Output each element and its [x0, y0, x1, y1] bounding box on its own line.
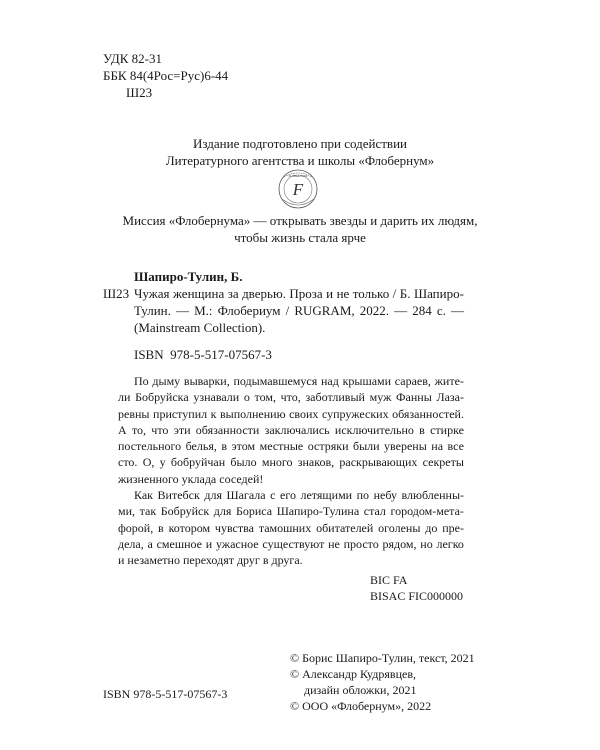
mission-line-1: Миссия «Флобернума» — открывать звезды и дарить их людям,	[122, 213, 478, 228]
bib-line-2-word: с.	[436, 303, 446, 318]
annotation-line-word: заботливый	[305, 390, 365, 405]
annotation-line-word: ревны	[118, 406, 150, 421]
annotation-line-word: бобруйчан	[170, 455, 226, 470]
annotation-line-word: о	[243, 390, 250, 405]
author-mark: Ш23	[126, 85, 153, 100]
isbn-bottom: ISBN 978-5-517-07567-3	[103, 687, 228, 701]
annotation-line-word: что	[151, 422, 169, 437]
bib-line-1-word: Проза	[289, 286, 323, 301]
annotation-line-word: исключительно	[334, 422, 414, 437]
annotation-line-word: было	[230, 455, 257, 470]
annotation-line-word: сто.	[118, 455, 138, 470]
mission-statement	[0, 212, 600, 246]
annotation-line-word: постельного	[118, 439, 182, 454]
bib-author-mark: Ш23	[103, 286, 130, 301]
bib-line-2-word: /	[285, 303, 290, 318]
bib-line-2-word: —	[394, 303, 408, 318]
annotation-line-word: Лаза-	[436, 390, 464, 405]
annotation-line-word: Фанны	[396, 390, 432, 405]
annotation-line-word: с	[270, 488, 276, 503]
annotation-line-word: для	[213, 504, 232, 519]
annotation-line-word: ужасное	[215, 536, 259, 551]
flobernum-logo-icon	[268, 165, 328, 213]
annotation-line-word: что,	[280, 390, 301, 405]
annotation-line-word: обязанности	[195, 422, 260, 437]
annotation-line	[118, 406, 464, 422]
support-line-2: Литературного агентства и школы «Флобернум»	[165, 153, 435, 168]
annotation-line-word: Витебск	[157, 488, 200, 503]
annotation-line-word: у	[159, 455, 166, 470]
annotation-line-word: влюбленны-	[401, 488, 464, 503]
bib-line-2-word: Тулин.	[134, 303, 171, 318]
annotation-line-word: были	[352, 439, 380, 454]
bib-line-2-word: 284	[412, 303, 432, 318]
annotation-line-word: раскрывающих	[339, 455, 418, 470]
logo-letter: F	[292, 180, 304, 199]
annotation-line-word: Шагала	[226, 488, 266, 503]
bib-author: Шапиро-Тулин, Б.	[134, 269, 243, 284]
bib-line-1-word: и	[326, 286, 334, 301]
annotation-line-word: узнавали	[193, 390, 240, 405]
copyright-line-3: дизайн обложки, 2021	[304, 683, 417, 697]
annotation-line-word: стирке	[430, 422, 464, 437]
support-note	[0, 135, 600, 169]
bib-line-1-word: Шапиро-	[413, 286, 464, 301]
annotation-line	[118, 422, 464, 438]
support-line-1: Издание подготовлено при содействии	[193, 136, 407, 151]
annotation-line-word: оголены	[378, 520, 421, 535]
annotation-line-word: А	[118, 422, 127, 437]
annotation-line-word: обязанностей.	[392, 406, 464, 421]
annotation-line-word: Шапиро-Тулина	[276, 504, 360, 519]
annotation-line	[118, 487, 464, 503]
annotation-line-word: местные	[259, 439, 304, 454]
copyright-line-1: © Борис Шапиро-Тулин, текст, 2021	[290, 651, 475, 665]
annotation-line-word: супружеских	[321, 406, 389, 421]
copyright-line-4: © ООО «Флобернум», 2022	[290, 699, 432, 713]
annotation-line-word: секреты	[422, 455, 464, 470]
bib-line-3: (Mainstream Collection).	[134, 320, 266, 335]
bib-line-1-word: только	[352, 286, 390, 301]
bib-line-1-word: Б.	[399, 286, 411, 301]
annotation-line-word: в	[419, 422, 425, 437]
annotation-line-word: все	[447, 439, 464, 454]
annotation-line-word: тамошних	[258, 520, 312, 535]
annotation-line-word: дыму	[152, 374, 181, 388]
annotation-line-word: сараев,	[394, 374, 431, 388]
bib-line-2	[134, 302, 464, 319]
annotation-line	[118, 438, 464, 454]
annotation-line-word: выварки,	[183, 374, 230, 388]
udk-code: УДК 82-31	[103, 51, 163, 66]
annotation-line-word: обитателей	[316, 520, 374, 535]
bib-line-2-word: Флобериум	[217, 303, 281, 318]
annotation-line-word: для	[204, 488, 222, 503]
bisac-code: BISAC FIC000000	[370, 589, 464, 603]
annotation-line-word: так	[139, 504, 157, 519]
annotation-line-word: ли	[118, 390, 131, 405]
annotation-paragraph-2	[118, 487, 464, 552]
annotation-line-word: остряки	[307, 439, 349, 454]
annotation-line-word: то,	[131, 422, 147, 437]
flobernum-logo	[268, 165, 328, 213]
annotation-line-word: выполнению	[220, 406, 286, 421]
annotation-line-word: смешное	[156, 536, 202, 551]
annotation-line-word: Бобруйска	[135, 390, 189, 405]
bib-line-2-word: М.:	[194, 303, 213, 318]
annotation-line-word: уверены	[384, 439, 427, 454]
annotation-line-word: Бориса	[235, 504, 273, 519]
logo-ring-text: FLOBERNUM	[288, 174, 308, 178]
annotation-line-word: форой,	[118, 520, 154, 535]
annotation-line-word: муж	[369, 390, 392, 405]
annotation-last-line-1: жизненного уклада соседей!	[118, 471, 264, 486]
bib-line-1-word: за	[227, 286, 239, 301]
annotation-line-word: приступил	[153, 406, 208, 421]
annotation-line-word: дела,	[118, 536, 144, 551]
annotation-line-word: просто	[343, 536, 379, 551]
annotation-line-word: не	[328, 536, 340, 551]
annotation-line-word: на	[431, 439, 444, 454]
bib-line-2-word: RUGRAM,	[294, 303, 355, 318]
isbn-main: ISBN 978-5-517-07567-3	[134, 347, 272, 362]
annotation-line-word: и	[205, 536, 213, 551]
bib-line-2-word: —	[175, 303, 189, 318]
annotation-line-word: но	[420, 536, 433, 551]
annotation-line-word: до	[425, 520, 438, 535]
annotation-line-word: своих	[289, 406, 319, 421]
annotation-line-word: белья,	[185, 439, 217, 454]
copyright-block	[290, 650, 475, 714]
annotation-line	[118, 373, 464, 389]
annotation-line-word: над	[320, 374, 339, 388]
annotation-line-word: городом-мета-	[390, 504, 464, 519]
annotation-line-word: заключались	[264, 422, 330, 437]
annotation-line-word: существуют	[262, 536, 325, 551]
annotation-line-word: а	[147, 536, 153, 551]
annotation-line-word: пре-	[442, 520, 464, 535]
annotation-line-word: жите-	[434, 374, 464, 388]
annotation-line-word: О,	[142, 455, 155, 470]
annotation-line-word: рядом,	[382, 536, 417, 551]
bbk-code: ББК 84(4Рос=Рус)6-44	[103, 68, 229, 83]
annotation-line	[118, 536, 464, 552]
copyright-line-2: © Александр Кудрявцев,	[290, 667, 417, 681]
annotation-paragraph-1	[118, 373, 464, 471]
annotation-line-word: летящими	[300, 488, 353, 503]
annotation-line-word: знаков,	[297, 455, 335, 470]
annotation	[118, 373, 464, 569]
classification-block	[103, 50, 228, 101]
annotation-line-word: том,	[254, 390, 276, 405]
bib-line-2-word: 2022.	[359, 303, 389, 318]
annotation-line-word: по	[356, 488, 370, 503]
annotation-line-word: небу	[373, 488, 397, 503]
annotation-line-word: По	[134, 374, 149, 388]
annotation-line-word: много	[261, 455, 293, 470]
bic-codes	[370, 572, 463, 604]
mission-line-2: чтобы жизнь стала ярче	[234, 230, 366, 245]
annotation-line-word: подымавшемуся	[233, 374, 318, 388]
bib-line-1-word: дверью.	[242, 286, 286, 301]
bib-description	[134, 285, 464, 336]
annotation-line	[118, 454, 464, 470]
bic-code: BIC FA	[370, 573, 408, 587]
annotation-line	[118, 520, 464, 536]
annotation-line-word: в	[221, 439, 228, 454]
bib-line-1	[134, 285, 464, 302]
bib-line-1-word: не	[336, 286, 350, 301]
annotation-line	[118, 389, 464, 405]
annotation-line-word: крышами	[342, 374, 392, 388]
annotation-line-word: котором	[168, 520, 211, 535]
annotation-line-word: в	[158, 520, 164, 535]
annotation-line-word: эти	[173, 422, 191, 437]
annotation-line-word: стал	[363, 504, 386, 519]
annotation-last-line-2: и незаметно переходят друг в друга.	[118, 553, 303, 568]
annotation-line	[118, 503, 464, 519]
bib-line-1-word: Чужая	[134, 286, 170, 301]
annotation-line-word: чувства	[214, 520, 254, 535]
annotation-line-word: к	[210, 406, 217, 421]
bib-line-2-word: —	[450, 303, 464, 318]
annotation-line-word: легко	[436, 536, 464, 551]
bib-line-1-word: женщина	[172, 286, 225, 301]
annotation-line-word: ми,	[118, 504, 136, 519]
annotation-line-word: Бобруйск	[160, 504, 210, 519]
annotation-line-word: Как	[134, 488, 154, 503]
annotation-line-word: этом	[231, 439, 256, 454]
bib-line-1-word: /	[392, 286, 397, 301]
annotation-line-word: его	[280, 488, 296, 503]
